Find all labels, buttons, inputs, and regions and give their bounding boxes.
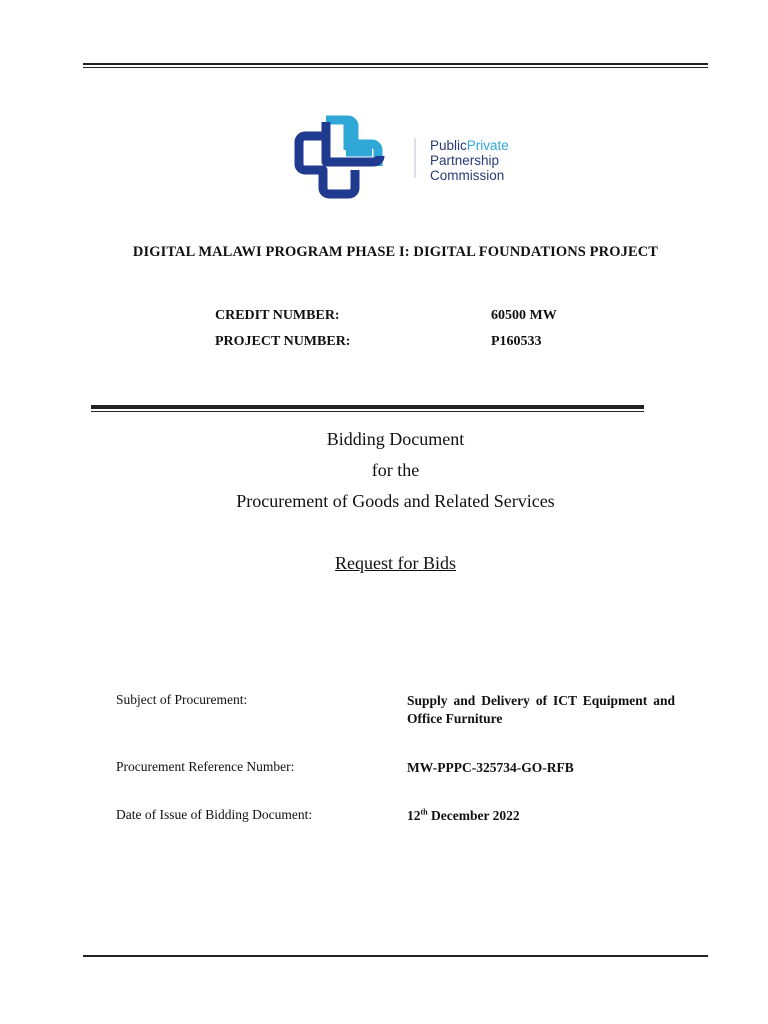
issue-date-value xyxy=(407,807,675,825)
section-rule xyxy=(91,405,644,409)
issue-date-day: 12 xyxy=(407,808,421,823)
doc-title-line-3: Procurement of Goods and Related Services xyxy=(236,491,555,511)
logo-text-public: Public xyxy=(430,138,467,153)
doc-title-line-2: for the xyxy=(371,460,420,480)
reference-value: MW-PPPC-325734-GO-RFB xyxy=(407,760,574,775)
logo-text-partnership: Partnership xyxy=(430,153,500,168)
project-number-value: P160533 xyxy=(491,334,542,349)
ppc-logo-graphic xyxy=(268,108,528,208)
svg-text:PublicPrivate xyxy=(430,138,509,153)
logo-text-commission: Commission xyxy=(430,168,505,183)
credit-number-label: CREDIT NUMBER: xyxy=(215,308,340,323)
request-for-bids-heading xyxy=(83,553,708,574)
project-title: DIGITAL MALAWI PROGRAM PHASE I: DIGITAL FOUNDATIONS PROJECT xyxy=(132,244,659,260)
bottom-rule xyxy=(83,955,708,957)
section-rule-thin xyxy=(91,411,644,412)
ppc-logo xyxy=(268,108,528,208)
top-rule xyxy=(83,63,708,65)
doc-title-line-1: Bidding Document xyxy=(326,429,465,449)
subject-label: Subject of Procurement: xyxy=(116,692,248,707)
request-for-bids-text: Request for Bids xyxy=(335,553,456,573)
issue-date-rest: December 2022 xyxy=(427,808,520,823)
issue-date-label: Date of Issue of Bidding Document: xyxy=(116,807,313,822)
subject-value: Supply and Delivery of ICT Equipment and Office Furniture xyxy=(407,693,675,726)
issue-date-suffix: th xyxy=(420,807,428,817)
logo-text-private: Private xyxy=(466,138,509,153)
project-number-label: PROJECT NUMBER: xyxy=(215,334,351,349)
credit-number-value: 60500 MW xyxy=(491,308,557,323)
top-rule-thin xyxy=(83,67,708,68)
reference-label: Procurement Reference Number: xyxy=(116,759,295,774)
